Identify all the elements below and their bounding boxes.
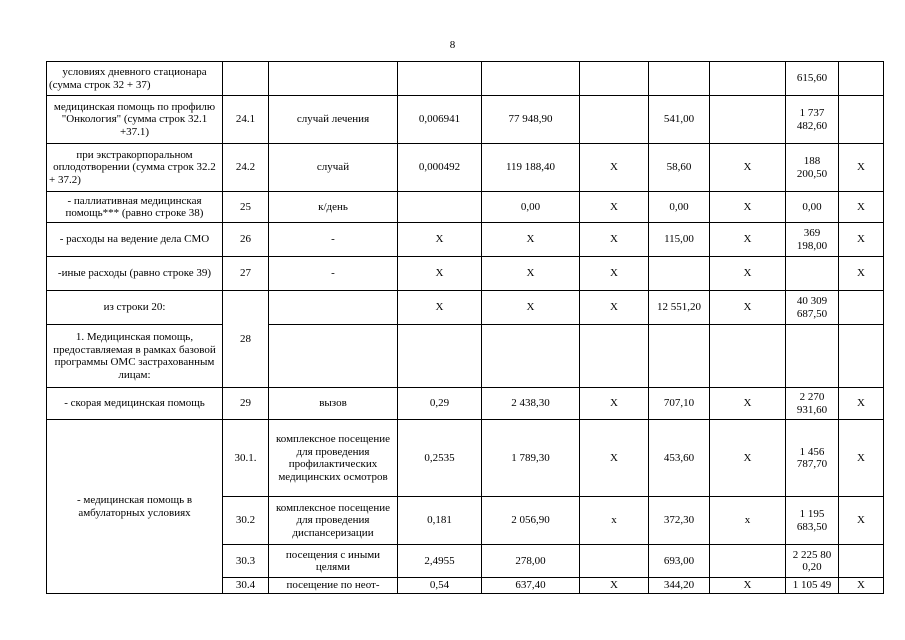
row-number: 30.1.	[223, 420, 269, 497]
cell-col4: 0,181	[398, 497, 482, 545]
table-row	[47, 420, 884, 497]
cell-col9	[786, 325, 839, 388]
cell-col6	[580, 325, 649, 388]
cell-col4: X	[398, 257, 482, 291]
row-number: 25	[223, 192, 269, 223]
row-unit: к/день	[269, 192, 398, 223]
cell-col10: X	[839, 192, 884, 223]
row-name: из строки 20:	[47, 291, 223, 325]
cell-col6: X	[580, 578, 649, 594]
cell-col8: X	[710, 257, 786, 291]
row-name: условиях дневного стационара (сумма строк 32 + 37)	[47, 62, 223, 96]
row-number: 26	[223, 223, 269, 257]
cell-col7: 0,00	[649, 192, 710, 223]
cell-col10	[839, 96, 884, 144]
cell-col6: X	[580, 291, 649, 325]
cell-col7	[649, 257, 710, 291]
cell-col9	[786, 257, 839, 291]
cell-col6: X	[580, 192, 649, 223]
cell-col10: X	[839, 420, 884, 497]
cell-col8: X	[710, 144, 786, 192]
row-number: 30.4	[223, 578, 269, 594]
cell-col8: X	[710, 291, 786, 325]
cell-col5	[482, 325, 580, 388]
cell-col10: X	[839, 257, 884, 291]
cell-col4: 0,54	[398, 578, 482, 594]
cell-col6: x	[580, 497, 649, 545]
row-number: 24.2	[223, 144, 269, 192]
cell-col5: 1 789,30	[482, 420, 580, 497]
cell-col9: 1 737 482,60	[786, 96, 839, 144]
row-unit: -	[269, 223, 398, 257]
cell-col6: X	[580, 420, 649, 497]
row-unit: посещения с иными целями	[269, 545, 398, 578]
cell-col7: 707,10	[649, 388, 710, 420]
cell-col7: 693,00	[649, 545, 710, 578]
row-number: 29	[223, 388, 269, 420]
cell-col5: 2 438,30	[482, 388, 580, 420]
cell-col4: 0,000492	[398, 144, 482, 192]
cell-col5: 637,40	[482, 578, 580, 594]
cell-col5: X	[482, 291, 580, 325]
cell-col4: 0,006941	[398, 96, 482, 144]
table-row	[47, 325, 884, 388]
row-unit: -	[269, 257, 398, 291]
cell-col8: X	[710, 578, 786, 594]
cell-col8: x	[710, 497, 786, 545]
cell-col5	[482, 62, 580, 96]
cell-col10: X	[839, 497, 884, 545]
cell-col7: 541,00	[649, 96, 710, 144]
cell-col5: X	[482, 223, 580, 257]
cell-col8	[710, 96, 786, 144]
cell-col8: X	[710, 420, 786, 497]
row-number: 27	[223, 257, 269, 291]
cell-col6	[580, 545, 649, 578]
cell-col10	[839, 291, 884, 325]
cell-col4: 0,29	[398, 388, 482, 420]
cell-col7	[649, 62, 710, 96]
table-row	[47, 192, 884, 223]
cell-col6: X	[580, 388, 649, 420]
cell-col6: X	[580, 223, 649, 257]
row-name: при экстракорпоральном оплодотворении (сумма строк 32.2 + 37.2)	[47, 144, 223, 192]
table-row	[47, 291, 884, 325]
row-unit: вызов	[269, 388, 398, 420]
cell-col10: X	[839, 388, 884, 420]
row-number: 28	[223, 291, 269, 388]
page-number: 8	[449, 39, 456, 51]
cell-col7: 344,20	[649, 578, 710, 594]
cell-col4: 0,2535	[398, 420, 482, 497]
row-name: - паллиативная медицинская помощь*** (равно строке 38)	[47, 192, 223, 223]
cell-col7	[649, 325, 710, 388]
cell-col9: 2 225 80 0,20	[786, 545, 839, 578]
row-name: -иные расходы (равно строке 39)	[47, 257, 223, 291]
cell-col5: 278,00	[482, 545, 580, 578]
cell-col10	[839, 62, 884, 96]
cell-col9: 369 198,00	[786, 223, 839, 257]
cell-col10: X	[839, 578, 884, 594]
cell-col4	[398, 192, 482, 223]
cell-col8	[710, 325, 786, 388]
cell-col8	[710, 545, 786, 578]
table-row	[47, 144, 884, 192]
row-unit	[269, 291, 398, 325]
cell-col10	[839, 545, 884, 578]
cell-col6: X	[580, 257, 649, 291]
cell-col8: X	[710, 388, 786, 420]
cell-col7: 115,00	[649, 223, 710, 257]
cell-col6	[580, 62, 649, 96]
cell-col6: X	[580, 144, 649, 192]
cell-col9: 188 200,50	[786, 144, 839, 192]
table-row	[47, 257, 884, 291]
row-name: медицинская помощь по профилю "Онкология" (сумма строк 32.1 +37.1)	[47, 96, 223, 144]
cell-col8: X	[710, 223, 786, 257]
row-unit: комплексное посещение для проведения диспансеризации	[269, 497, 398, 545]
cell-col9: 40 309 687,50	[786, 291, 839, 325]
cell-col7: 12 551,20	[649, 291, 710, 325]
cell-col7: 453,60	[649, 420, 710, 497]
table-row	[47, 96, 884, 144]
cell-col9: 0,00	[786, 192, 839, 223]
cell-col10: X	[839, 223, 884, 257]
cell-col4: X	[398, 291, 482, 325]
row-unit: случай	[269, 144, 398, 192]
cell-col10	[839, 325, 884, 388]
cell-col4	[398, 62, 482, 96]
row-unit: случай лечения	[269, 96, 398, 144]
cell-col9: 1 456 787,70	[786, 420, 839, 497]
cell-col10: X	[839, 144, 884, 192]
cell-col5: X	[482, 257, 580, 291]
cell-col5: 119 188,40	[482, 144, 580, 192]
cell-col8: X	[710, 192, 786, 223]
document-table	[46, 61, 884, 594]
row-number: 30.2	[223, 497, 269, 545]
cell-col4: X	[398, 223, 482, 257]
row-name: - скорая медицинская помощь	[47, 388, 223, 420]
table-row	[47, 388, 884, 420]
table-row	[47, 223, 884, 257]
table-row	[47, 62, 884, 96]
cell-col5: 0,00	[482, 192, 580, 223]
cell-col8	[710, 62, 786, 96]
row-unit: посещение по неот-	[269, 578, 398, 594]
cell-col4: 2,4955	[398, 545, 482, 578]
row-name: - медицинская помощь в амбулаторных условиях	[47, 420, 223, 594]
cell-col9: 1 195 683,50	[786, 497, 839, 545]
cell-col7: 58,60	[649, 144, 710, 192]
row-number	[223, 62, 269, 96]
cell-col9: 615,60	[786, 62, 839, 96]
cell-col9: 1 105 49	[786, 578, 839, 594]
cell-col5: 77 948,90	[482, 96, 580, 144]
cell-col4	[398, 325, 482, 388]
row-unit: комплексное посещение для проведения профилактических медицинских осмотров	[269, 420, 398, 497]
cell-col7: 372,30	[649, 497, 710, 545]
row-unit	[269, 325, 398, 388]
row-number: 30.3	[223, 545, 269, 578]
row-name: 1. Медицинская помощь, предоставляемая в рамках базовой программы ОМС застрахованным лицам:	[47, 325, 223, 388]
row-unit	[269, 62, 398, 96]
cell-col6	[580, 96, 649, 144]
row-name: - расходы на ведение дела СМО	[47, 223, 223, 257]
row-number: 24.1	[223, 96, 269, 144]
cell-col5: 2 056,90	[482, 497, 580, 545]
cell-col9: 2 270 931,60	[786, 388, 839, 420]
